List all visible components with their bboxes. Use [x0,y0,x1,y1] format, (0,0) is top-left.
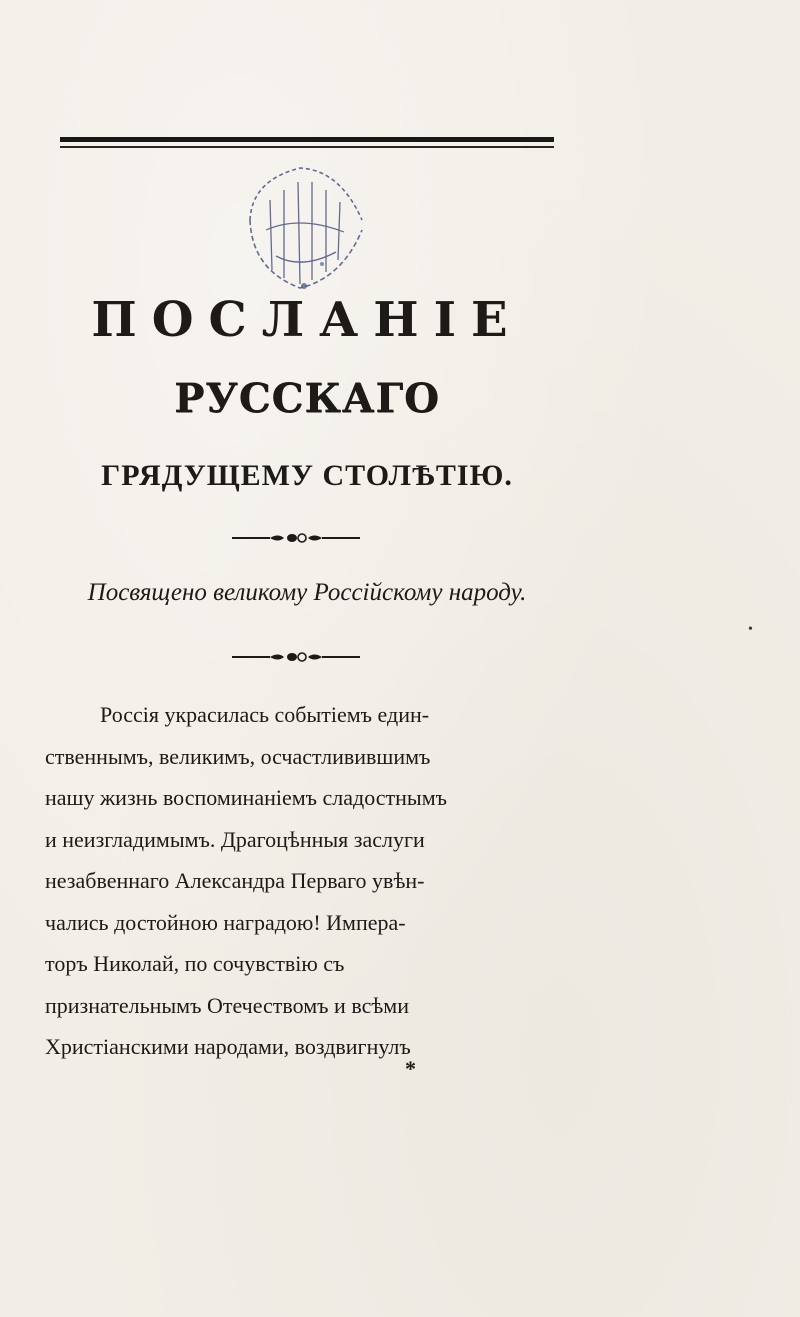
signature-mark: * [405,1056,416,1081]
subtitle-gothic: РУССКАГО [174,375,440,422]
header-rule-thick [60,137,554,142]
body-line-7: торъ Николай, по сочувствію съ [45,951,345,976]
library-stamp-icon [240,160,370,300]
body-line-2: ственнымъ, великимъ, осчастливившимъ [45,743,431,769]
rule-ornament-icon [232,531,360,545]
body-line-3: нашу жизнь воспоминаніемъ сладостнымъ [45,785,448,810]
rule-ornament-icon-2 [232,650,360,664]
body-paragraph [45,694,545,1068]
dedication: Посвящено великому Россійскому народу. [87,579,527,606]
header-rule-thin [60,146,554,148]
body-line-6: чались достойною наградою! Импера- [45,909,406,935]
body-line-9: Христіанскими народами, воздвигнулъ [45,1034,411,1059]
body-line-5: незабвеннаго Александра Перваго увѣн- [45,868,425,893]
margin-dot: • [748,622,753,637]
body-line-1: Россія украсилась событіемъ един- [100,702,430,727]
subtitle: ГРЯДУЩЕМУ СТОЛѢТІЮ. [101,459,513,492]
body-line-8: признательнымъ Отечествомъ и всѣми [45,992,409,1018]
page-title: ПОСЛАНІЕ [91,292,523,348]
body-line-4: и неизгладимымъ. Драгоцѣнныя заслуги [45,826,425,852]
